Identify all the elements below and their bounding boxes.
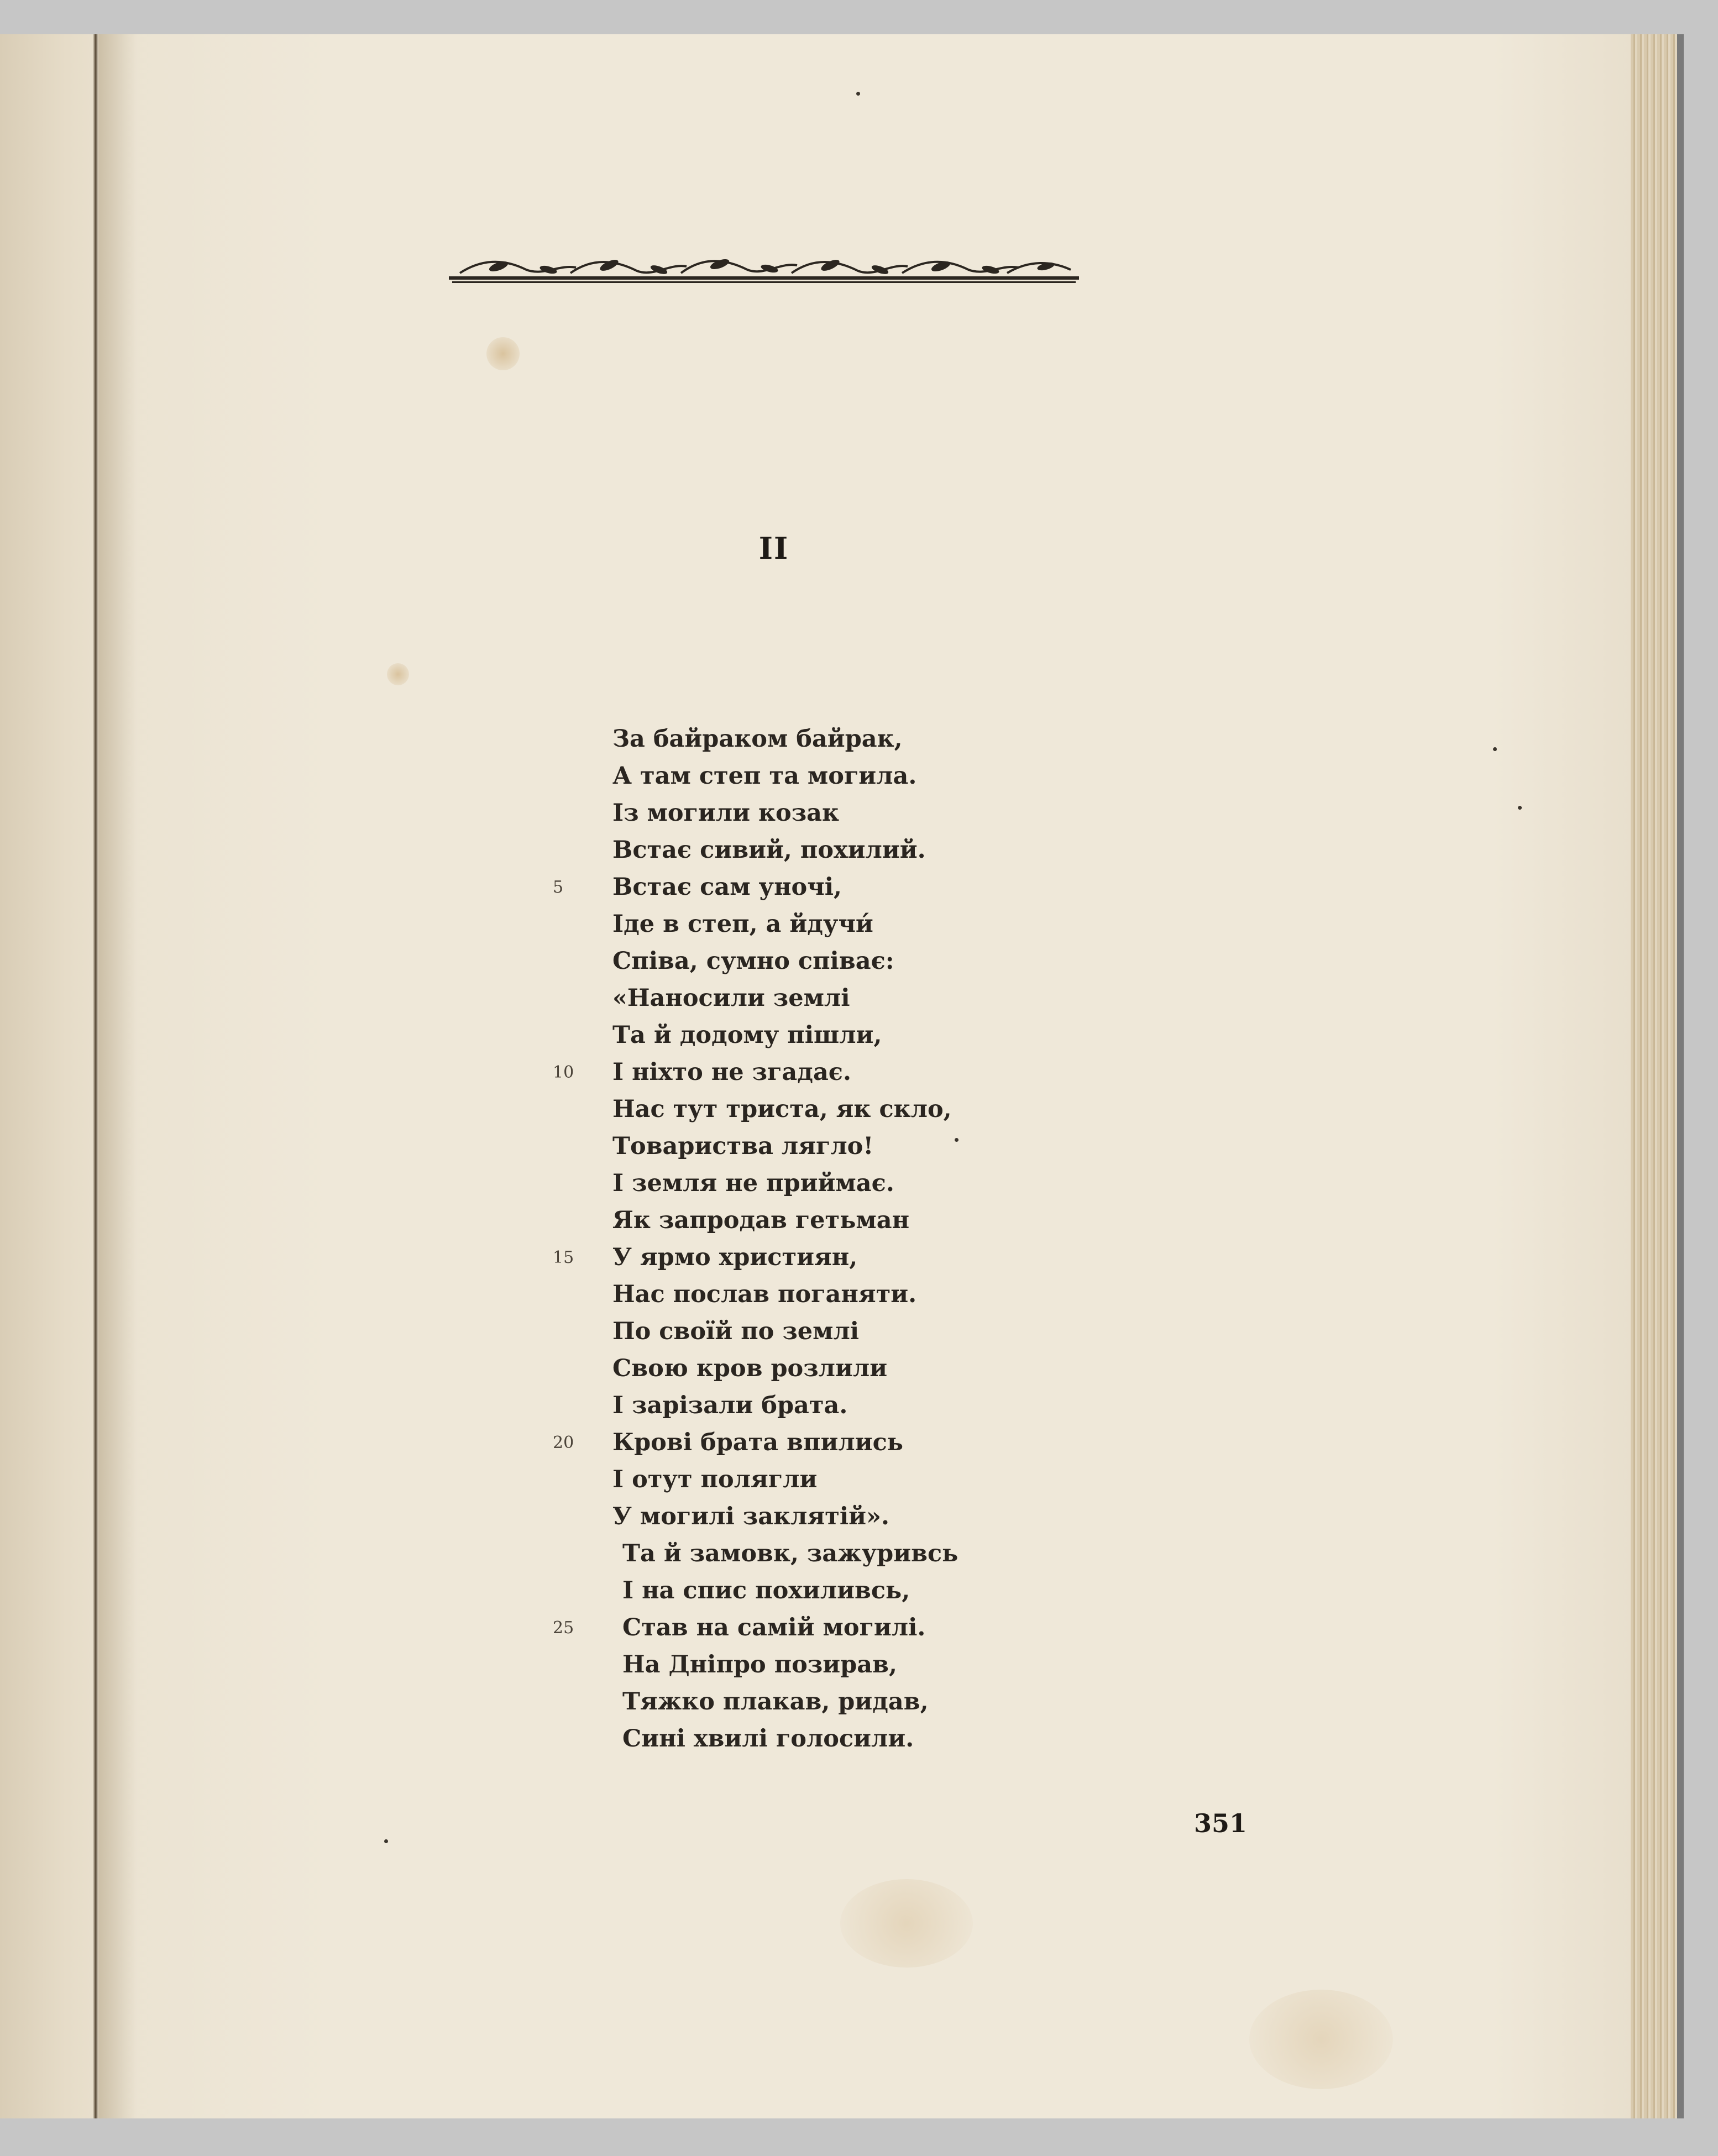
poem-line (553, 1424, 1050, 1461)
poem-line (553, 721, 1050, 758)
line-text: Крові брата впились (612, 1429, 903, 1456)
decorative-headpiece-ornament (449, 248, 1079, 290)
line-number: 20 (553, 1433, 574, 1452)
section-title: II (758, 531, 789, 566)
poem-line (553, 1683, 1050, 1720)
line-text: Співа, сумно співає: (612, 947, 894, 975)
poem-line (553, 1535, 1050, 1572)
line-text: Тяжко плакав, ридав, (622, 1688, 929, 1716)
line-text: По своїй по землі (612, 1318, 860, 1345)
poem-line (553, 795, 1050, 832)
poem-line (553, 1646, 1050, 1683)
line-number: 15 (553, 1248, 574, 1267)
line-text: Та й додому пішли, (612, 1021, 882, 1049)
poem (553, 721, 1050, 1758)
poem-line (553, 1461, 1050, 1498)
line-text: Як запродав гетьман (612, 1206, 910, 1234)
line-text: У ярмо християн, (612, 1244, 858, 1271)
line-text: Із могили козак (612, 799, 840, 827)
page-edges (1631, 34, 1677, 2118)
poem-line (553, 1017, 1050, 1054)
line-text: Встає сивий, похилий. (612, 836, 926, 864)
poem-line (553, 1350, 1050, 1387)
line-text: Встає сам уночі, (612, 873, 842, 901)
line-text: Товариства лягло! (612, 1132, 874, 1160)
line-number: 5 (553, 878, 564, 897)
foxing-spot (387, 663, 409, 685)
book-gutter (93, 34, 98, 2118)
line-text: За байраком байрак, (612, 725, 903, 753)
line-text: Сині хвилі голосили. (622, 1725, 914, 1753)
poem-line (553, 1572, 1050, 1609)
foxing-spot (840, 1879, 973, 1968)
page-number: 351 (1194, 1808, 1248, 1838)
line-text: На Дніпро позирав, (622, 1651, 897, 1678)
poem-line (553, 1276, 1050, 1313)
scan-border (1677, 34, 1684, 2118)
poem-line (553, 1313, 1050, 1350)
poem-line (553, 1498, 1050, 1535)
poem-line (553, 906, 1050, 943)
poem-line (553, 1165, 1050, 1202)
poem-line (553, 1054, 1050, 1091)
line-text: Іде в степ, а йдучи́ (612, 910, 873, 938)
speck (856, 92, 860, 96)
poem-line (553, 869, 1050, 906)
line-text: Нас тут триста, як скло, (612, 1095, 952, 1123)
poem-line (553, 758, 1050, 795)
poem-line (553, 1609, 1050, 1646)
gutter-shadow (98, 34, 137, 2118)
line-text: І ніхто не згадає. (612, 1058, 851, 1086)
speck (1518, 806, 1522, 810)
foxing-spot (486, 337, 520, 370)
poem-line (553, 943, 1050, 980)
line-text: І на спис похиливсь, (622, 1577, 910, 1604)
line-text: Свою кров розлили (612, 1355, 888, 1382)
speck (1493, 747, 1497, 751)
poem-line (553, 832, 1050, 869)
line-text: Та й замовк, зажуривсь (622, 1540, 958, 1567)
line-text: «Наносили землі (612, 984, 850, 1012)
poem-line (553, 980, 1050, 1017)
line-text: І зарізали брата. (612, 1392, 848, 1419)
line-number: 25 (553, 1618, 574, 1638)
line-number: 10 (553, 1063, 574, 1082)
line-text: А там степ та могила. (612, 762, 917, 790)
line-text: Став на самій могилі. (622, 1614, 926, 1641)
line-text: І земля не приймає. (612, 1169, 894, 1197)
poem-line (553, 1202, 1050, 1239)
foxing-spot (1249, 1990, 1393, 2089)
line-text: І отут полягли (612, 1466, 818, 1493)
poem-line (553, 1720, 1050, 1758)
line-text: Нас послав поганяти. (612, 1281, 917, 1308)
poem-line (553, 1387, 1050, 1424)
poem-line (553, 1091, 1050, 1128)
speck (384, 1839, 388, 1843)
line-text: У могилі заклятій». (612, 1503, 889, 1530)
poem-line (553, 1128, 1050, 1165)
poem-line (553, 1239, 1050, 1276)
